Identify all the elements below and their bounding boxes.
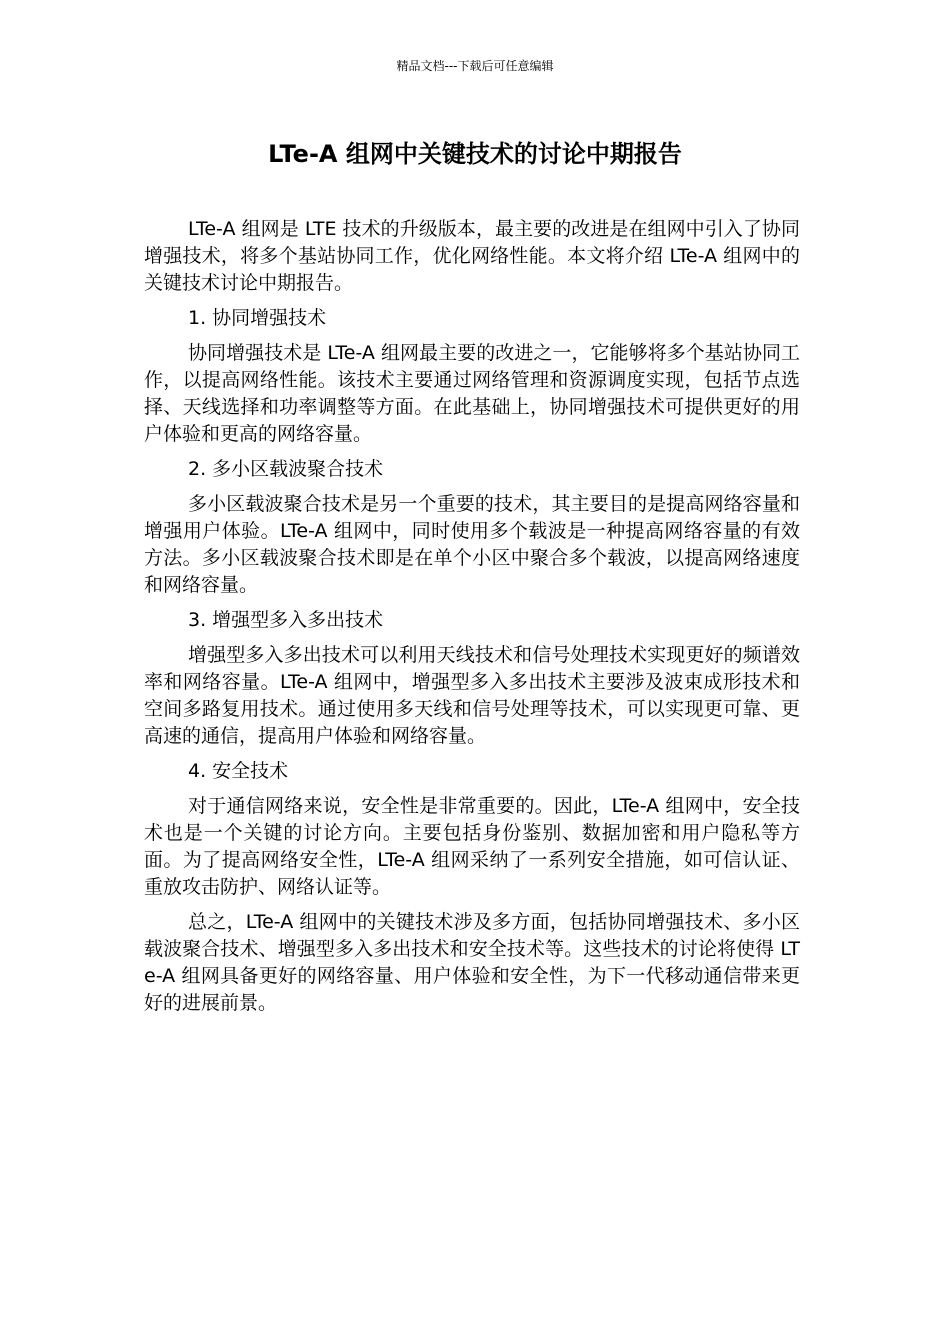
conclusion-paragraph: 总之，LTe-A 组网中的关键技术涉及多方面，包括协同增强技术、多小区载波聚合技术、增强型多入多出技术和安全技术等。这些技术的讨论将使得 LTe-A 组网具备更好的网络容量、用户体验和安全性，为下一代移动通信带来更好的进展前景。	[144, 911, 800, 1014]
document-title: LTe-A 组网中关键技术的讨论中期报告	[268, 140, 682, 168]
section-paragraph-4: 对于通信网络来说，安全性是非常重要的。因此，LTe-A 组网中，安全技术也是一个关键的讨论方向。主要包括身份鉴别、数据加密和用户隐私等方面。为了提高网络安全性，LTe-A 组网采纳了一系列安全措施，如可信认证、重放攻击防护、网络认证等。	[144, 795, 800, 898]
section-heading-4: 4. 安全技术	[188, 760, 289, 782]
section-heading-1: 1. 协同增强技术	[188, 307, 327, 329]
document-body	[144, 216, 800, 1025]
section-paragraph-1: 协同增强技术是 LTe-A 组网最主要的改进之一，它能够将多个基站协同工作，以提高网络性能。该技术主要通过网络管理和资源调度实现，包括节点选择、天线选择和功率调整等方面。在此基础上，协同增强技术可提供更好的用户体验和更高的网络容量。	[144, 342, 800, 445]
intro-paragraph: LTe-A 组网是 LTE 技术的升级版本，最主要的改进是在组网中引入了协同增强技术，将多个基站协同工作，优化网络性能。本文将介绍 LTe-A 组网中的关键技术讨论中期报告。	[144, 218, 800, 294]
section-paragraph-3: 增强型多入多出技术可以利用天线技术和信号处理技术实现更好的频谱效率和网络容量。LTe-A 组网中，增强型多入多出技术主要涉及波束成形技术和空间多路复用技术。通过使用多天线和信号处理等技术，可以实现更可靠、更高速的通信，提高用户体验和网络容量。	[144, 644, 800, 747]
section-heading-2: 2. 多小区载波聚合技术	[188, 458, 384, 480]
section-heading-3: 3. 增强型多入多出技术	[188, 609, 384, 631]
section-paragraph-2: 多小区载波聚合技术是另一个重要的技术，其主要目的是提高网络容量和增强用户体验。LTe-A 组网中，同时使用多个载波是一种提高网络容量的有效方法。多小区载波聚合技术即是在单个小区中聚合多个载波，以提高网络速度和网络容量。	[144, 493, 800, 596]
page-header: 精品文档---下载后可任意编辑	[396, 59, 554, 73]
